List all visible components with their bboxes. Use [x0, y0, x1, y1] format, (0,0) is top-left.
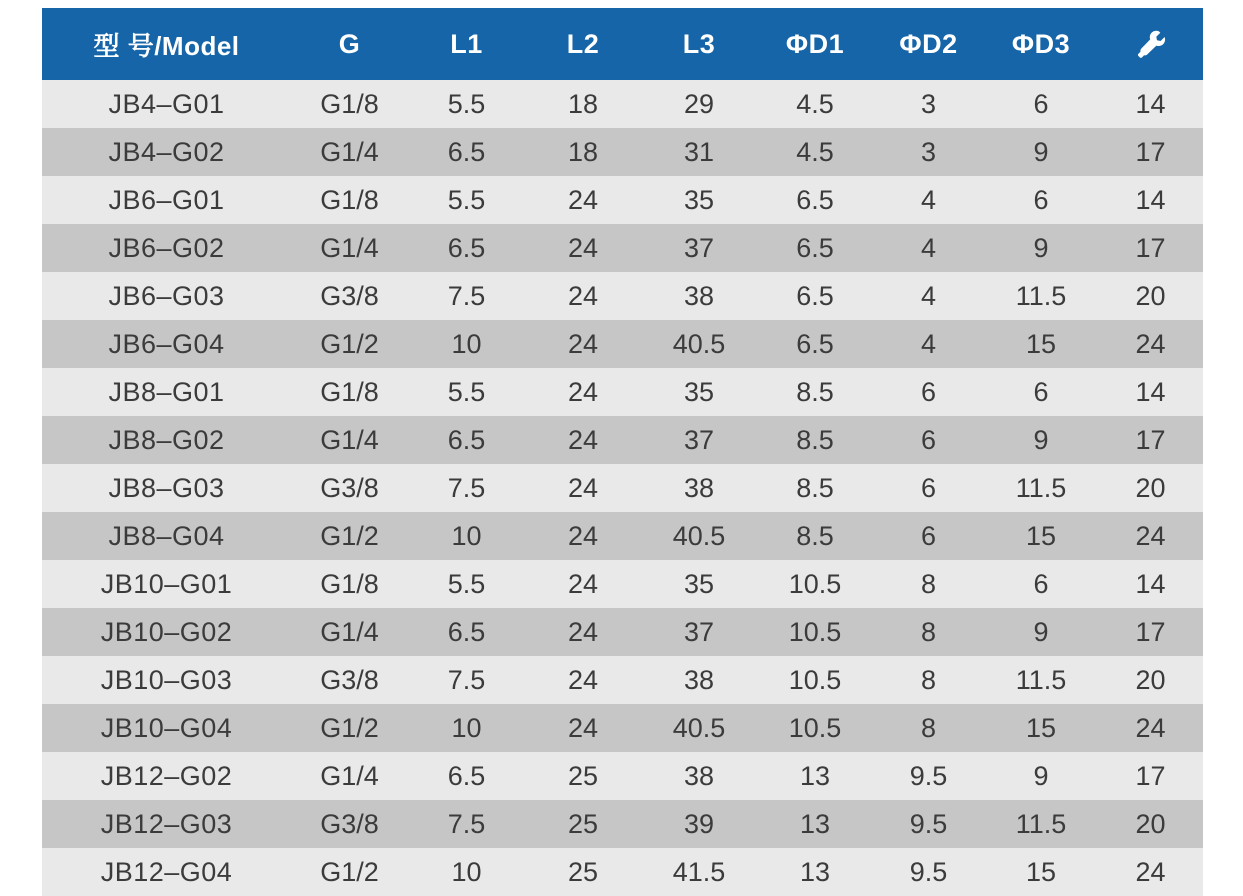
cell-wrench: 14 — [1098, 368, 1203, 416]
table-row — [42, 512, 1203, 560]
cell-wrench: 20 — [1098, 800, 1203, 848]
cell-wrench: 17 — [1098, 128, 1203, 176]
table-header-row — [42, 8, 1203, 80]
cell-wrench: 14 — [1098, 560, 1203, 608]
cell-d2: 8 — [873, 656, 984, 704]
table-row — [42, 704, 1203, 752]
cell-g: G1/8 — [291, 368, 408, 416]
cell-g: G1/8 — [291, 80, 408, 128]
cell-l3: 37 — [641, 608, 757, 656]
cell-l1: 5.5 — [408, 80, 525, 128]
cell-g: G1/8 — [291, 560, 408, 608]
cell-d3: 6 — [984, 560, 1098, 608]
cell-g: G1/2 — [291, 512, 408, 560]
cell-model: JB10–G02 — [42, 608, 291, 656]
cell-d2: 9.5 — [873, 800, 984, 848]
cell-d1: 13 — [757, 800, 873, 848]
cell-model: JB10–G03 — [42, 656, 291, 704]
cell-g: G1/8 — [291, 176, 408, 224]
header-d3: ΦD3 — [984, 8, 1098, 80]
cell-d2: 6 — [873, 368, 984, 416]
cell-l3: 35 — [641, 560, 757, 608]
cell-d1: 4.5 — [757, 128, 873, 176]
cell-d3: 6 — [984, 368, 1098, 416]
cell-l2: 24 — [525, 176, 641, 224]
cell-model: JB6–G01 — [42, 176, 291, 224]
cell-g: G1/4 — [291, 416, 408, 464]
cell-l3: 37 — [641, 416, 757, 464]
cell-d2: 3 — [873, 80, 984, 128]
cell-d3: 9 — [984, 128, 1098, 176]
cell-l3: 41.5 — [641, 848, 757, 896]
cell-d2: 9.5 — [873, 752, 984, 800]
cell-l1: 6.5 — [408, 608, 525, 656]
cell-d2: 4 — [873, 272, 984, 320]
cell-d2: 6 — [873, 464, 984, 512]
cell-wrench: 24 — [1098, 848, 1203, 896]
cell-l1: 7.5 — [408, 272, 525, 320]
wrench-icon — [1134, 27, 1168, 61]
cell-d1: 13 — [757, 752, 873, 800]
cell-model: JB8–G02 — [42, 416, 291, 464]
table-row — [42, 80, 1203, 128]
cell-wrench: 24 — [1098, 704, 1203, 752]
specification-table — [42, 8, 1203, 896]
cell-l2: 18 — [525, 80, 641, 128]
cell-d1: 10.5 — [757, 608, 873, 656]
cell-d2: 3 — [873, 128, 984, 176]
cell-model: JB12–G04 — [42, 848, 291, 896]
cell-g: G1/4 — [291, 608, 408, 656]
cell-g: G3/8 — [291, 272, 408, 320]
cell-g: G3/8 — [291, 464, 408, 512]
cell-d3: 11.5 — [984, 272, 1098, 320]
cell-l3: 38 — [641, 752, 757, 800]
cell-model: JB4–G01 — [42, 80, 291, 128]
cell-l2: 24 — [525, 224, 641, 272]
cell-d1: 10.5 — [757, 560, 873, 608]
table-row — [42, 560, 1203, 608]
cell-d1: 8.5 — [757, 416, 873, 464]
cell-d3: 15 — [984, 512, 1098, 560]
cell-d3: 9 — [984, 752, 1098, 800]
cell-l3: 37 — [641, 224, 757, 272]
cell-l1: 10 — [408, 848, 525, 896]
cell-l2: 24 — [525, 320, 641, 368]
cell-wrench: 24 — [1098, 512, 1203, 560]
cell-wrench: 17 — [1098, 416, 1203, 464]
table-row — [42, 752, 1203, 800]
cell-model: JB6–G04 — [42, 320, 291, 368]
table-row — [42, 464, 1203, 512]
cell-d1: 4.5 — [757, 80, 873, 128]
cell-model: JB6–G03 — [42, 272, 291, 320]
table-row — [42, 176, 1203, 224]
cell-d2: 8 — [873, 608, 984, 656]
header-model: 型 号/Model — [42, 8, 291, 80]
cell-d2: 8 — [873, 560, 984, 608]
cell-l1: 7.5 — [408, 800, 525, 848]
cell-d3: 15 — [984, 704, 1098, 752]
cell-l1: 6.5 — [408, 416, 525, 464]
cell-wrench: 20 — [1098, 464, 1203, 512]
header-l3: L3 — [641, 8, 757, 80]
cell-d3: 9 — [984, 608, 1098, 656]
cell-l3: 40.5 — [641, 512, 757, 560]
cell-l2: 24 — [525, 704, 641, 752]
cell-l2: 25 — [525, 800, 641, 848]
table-row — [42, 368, 1203, 416]
cell-d2: 4 — [873, 224, 984, 272]
cell-d1: 6.5 — [757, 272, 873, 320]
cell-d3: 11.5 — [984, 800, 1098, 848]
table-row — [42, 320, 1203, 368]
cell-model: JB12–G02 — [42, 752, 291, 800]
cell-l2: 24 — [525, 368, 641, 416]
cell-l3: 39 — [641, 800, 757, 848]
header-l1: L1 — [408, 8, 525, 80]
cell-l1: 5.5 — [408, 368, 525, 416]
cell-l3: 40.5 — [641, 704, 757, 752]
cell-g: G1/4 — [291, 128, 408, 176]
cell-g: G3/8 — [291, 800, 408, 848]
cell-d3: 9 — [984, 416, 1098, 464]
cell-wrench: 14 — [1098, 176, 1203, 224]
cell-l2: 25 — [525, 848, 641, 896]
header-d2: ΦD2 — [873, 8, 984, 80]
table-row — [42, 656, 1203, 704]
cell-d3: 15 — [984, 320, 1098, 368]
cell-wrench: 17 — [1098, 752, 1203, 800]
cell-l1: 10 — [408, 512, 525, 560]
cell-d1: 10.5 — [757, 704, 873, 752]
cell-l1: 6.5 — [408, 752, 525, 800]
table-row — [42, 608, 1203, 656]
table-row — [42, 848, 1203, 896]
cell-l2: 24 — [525, 272, 641, 320]
cell-l3: 35 — [641, 368, 757, 416]
cell-l3: 29 — [641, 80, 757, 128]
cell-d2: 4 — [873, 176, 984, 224]
header-d1: ΦD1 — [757, 8, 873, 80]
cell-d1: 6.5 — [757, 224, 873, 272]
cell-model: JB8–G03 — [42, 464, 291, 512]
cell-wrench: 20 — [1098, 656, 1203, 704]
cell-l1: 6.5 — [408, 128, 525, 176]
cell-d2: 6 — [873, 416, 984, 464]
cell-l2: 25 — [525, 752, 641, 800]
cell-wrench: 24 — [1098, 320, 1203, 368]
cell-l3: 38 — [641, 464, 757, 512]
cell-model: JB10–G04 — [42, 704, 291, 752]
cell-wrench: 14 — [1098, 80, 1203, 128]
table-row — [42, 128, 1203, 176]
cell-l2: 24 — [525, 560, 641, 608]
cell-l2: 24 — [525, 608, 641, 656]
cell-model: JB10–G01 — [42, 560, 291, 608]
cell-g: G3/8 — [291, 656, 408, 704]
cell-d1: 8.5 — [757, 512, 873, 560]
cell-l2: 18 — [525, 128, 641, 176]
cell-wrench: 20 — [1098, 272, 1203, 320]
table-row — [42, 800, 1203, 848]
cell-l2: 24 — [525, 464, 641, 512]
cell-g: G1/2 — [291, 320, 408, 368]
cell-l1: 5.5 — [408, 176, 525, 224]
cell-d3: 11.5 — [984, 656, 1098, 704]
cell-d1: 13 — [757, 848, 873, 896]
cell-g: G1/2 — [291, 848, 408, 896]
cell-l1: 7.5 — [408, 464, 525, 512]
cell-l2: 24 — [525, 656, 641, 704]
cell-d2: 6 — [873, 512, 984, 560]
table-body — [42, 80, 1203, 896]
cell-l1: 6.5 — [408, 224, 525, 272]
cell-d3: 6 — [984, 176, 1098, 224]
cell-l3: 38 — [641, 272, 757, 320]
cell-d3: 9 — [984, 224, 1098, 272]
cell-wrench: 17 — [1098, 224, 1203, 272]
header-l2: L2 — [525, 8, 641, 80]
cell-d3: 15 — [984, 848, 1098, 896]
cell-model: JB6–G02 — [42, 224, 291, 272]
cell-d2: 8 — [873, 704, 984, 752]
cell-l3: 31 — [641, 128, 757, 176]
cell-l1: 7.5 — [408, 656, 525, 704]
cell-model: JB8–G04 — [42, 512, 291, 560]
cell-g: G1/4 — [291, 224, 408, 272]
cell-model: JB4–G02 — [42, 128, 291, 176]
cell-d3: 11.5 — [984, 464, 1098, 512]
cell-l3: 38 — [641, 656, 757, 704]
cell-g: G1/2 — [291, 704, 408, 752]
header-wrench — [1098, 8, 1203, 80]
cell-d2: 4 — [873, 320, 984, 368]
cell-l2: 24 — [525, 512, 641, 560]
table-row — [42, 272, 1203, 320]
cell-model: JB8–G01 — [42, 368, 291, 416]
cell-wrench: 17 — [1098, 608, 1203, 656]
cell-l2: 24 — [525, 416, 641, 464]
cell-l3: 40.5 — [641, 320, 757, 368]
cell-l1: 10 — [408, 320, 525, 368]
cell-d1: 8.5 — [757, 464, 873, 512]
cell-l3: 35 — [641, 176, 757, 224]
cell-l1: 5.5 — [408, 560, 525, 608]
cell-d1: 8.5 — [757, 368, 873, 416]
cell-d1: 6.5 — [757, 176, 873, 224]
cell-d1: 6.5 — [757, 320, 873, 368]
cell-g: G1/4 — [291, 752, 408, 800]
cell-l1: 10 — [408, 704, 525, 752]
cell-model: JB12–G03 — [42, 800, 291, 848]
cell-d2: 9.5 — [873, 848, 984, 896]
cell-d1: 10.5 — [757, 656, 873, 704]
table-row — [42, 224, 1203, 272]
table-header — [42, 8, 1203, 80]
header-g: G — [291, 8, 408, 80]
cell-d3: 6 — [984, 80, 1098, 128]
table-row — [42, 416, 1203, 464]
